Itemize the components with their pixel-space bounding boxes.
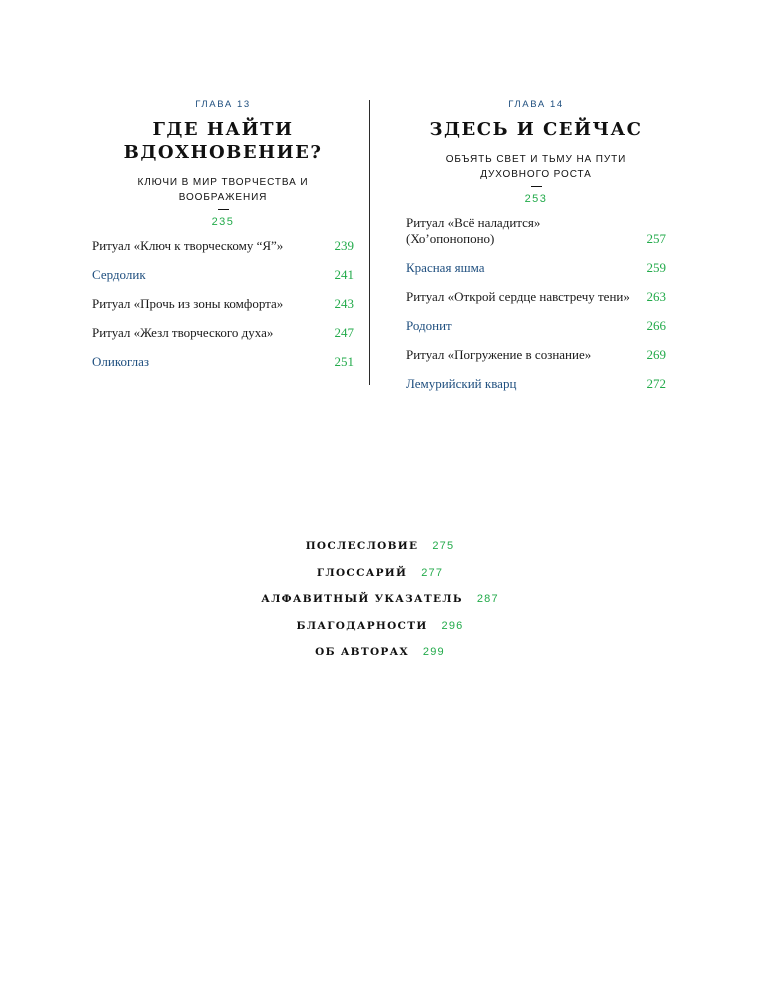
entry-title: Ритуал «Всё наладится» (Хо’опонопоно) [406,215,541,246]
entry-page: 269 [646,347,666,362]
dash-divider [218,209,229,210]
backmatter-page: 299 [422,646,445,658]
entry-page: 247 [334,325,354,340]
chapter-label: ГЛАВА 14 [508,99,564,110]
backmatter-item-about-authors[interactable] [0,646,760,673]
entry-page: 272 [646,376,666,391]
backmatter-label: ПОСЛЕСЛОВИЕ [305,540,419,552]
chapter-page-number: 253 [524,193,548,205]
toc-entry[interactable] [92,325,354,341]
chapter-page-number: 235 [211,216,235,228]
backmatter-page: 275 [432,540,455,552]
entry-page: 259 [646,260,666,275]
entry-page: 241 [334,267,354,282]
backmatter-label: АЛФАВИТНЫЙ УКАЗАТЕЛЬ [261,593,463,605]
chapter-subtitle: ОБЪЯТЬ СВЕТ И ТЬМУ НА ПУТИ ДУХОВНОГО РОСТА [445,154,627,180]
toc-entry[interactable] [406,376,666,392]
entry-page: 239 [334,238,354,253]
toc-entry[interactable] [92,267,354,283]
entry-title: Красная яшма [406,260,485,275]
backmatter-label: ОБ АВТОРАХ [315,646,409,658]
chapter-subtitle: КЛЮЧИ В МИР ТВОРЧЕСТВА И ВООБРАЖЕНИЯ [137,177,309,203]
chapter-label: ГЛАВА 13 [195,99,251,110]
toc-entry[interactable] [406,260,666,276]
dash-divider [531,186,542,187]
toc-entry[interactable] [406,289,666,305]
backmatter-page: 287 [476,593,499,605]
backmatter-label: ГЛОССАРИЙ [316,566,408,579]
backmatter-item-acknowledgements[interactable] [0,620,760,647]
entry-title: Ритуал «Открой сердце навстречу тени» [406,289,630,304]
backmatter-label: БЛАГОДАРНОСТИ [296,619,428,632]
backmatter-item-afterword[interactable] [0,540,760,567]
entry-title: Сердолик [92,267,146,282]
toc-entry[interactable] [92,296,354,312]
toc-entry[interactable] [406,318,666,334]
chapter-title: ГДЕ НАЙТИ ВДОХНОВЕНИЕ? [123,119,323,163]
backmatter-page: 296 [441,619,464,632]
column-divider [369,100,370,385]
backmatter-item-glossary[interactable] [0,567,760,594]
toc-entry[interactable] [406,215,666,247]
entry-title: Ритуал «Ключ к творческому “Я”» [92,238,284,253]
toc-entry[interactable] [406,347,666,363]
entry-title: Родонит [406,318,452,333]
toc-entry[interactable] [92,238,354,254]
chapter-13 [92,98,354,383]
entry-title: Ритуал «Прочь из зоны комфорта» [92,296,284,311]
entry-title: Лемурийский кварц [406,376,517,391]
entry-title: Оликоглаз [92,354,150,369]
entry-page: 263 [646,289,666,304]
entry-page: 257 [646,231,666,246]
toc-entry[interactable] [92,354,354,370]
entry-title: Ритуал «Жезл творческого духа» [92,325,274,340]
backmatter-item-index[interactable] [0,593,760,620]
entry-page: 266 [646,318,666,333]
entry-page: 243 [334,296,354,311]
entry-page: 251 [334,354,354,369]
backmatter-list [0,540,760,673]
backmatter-page: 277 [421,566,444,579]
toc-entries [406,215,666,392]
toc-entries [92,238,354,370]
entry-title: Ритуал «Погружение в сознание» [406,347,592,362]
chapter-title: ЗДЕСЬ И СЕЙЧАС [429,119,643,140]
chapter-14 [406,98,666,405]
